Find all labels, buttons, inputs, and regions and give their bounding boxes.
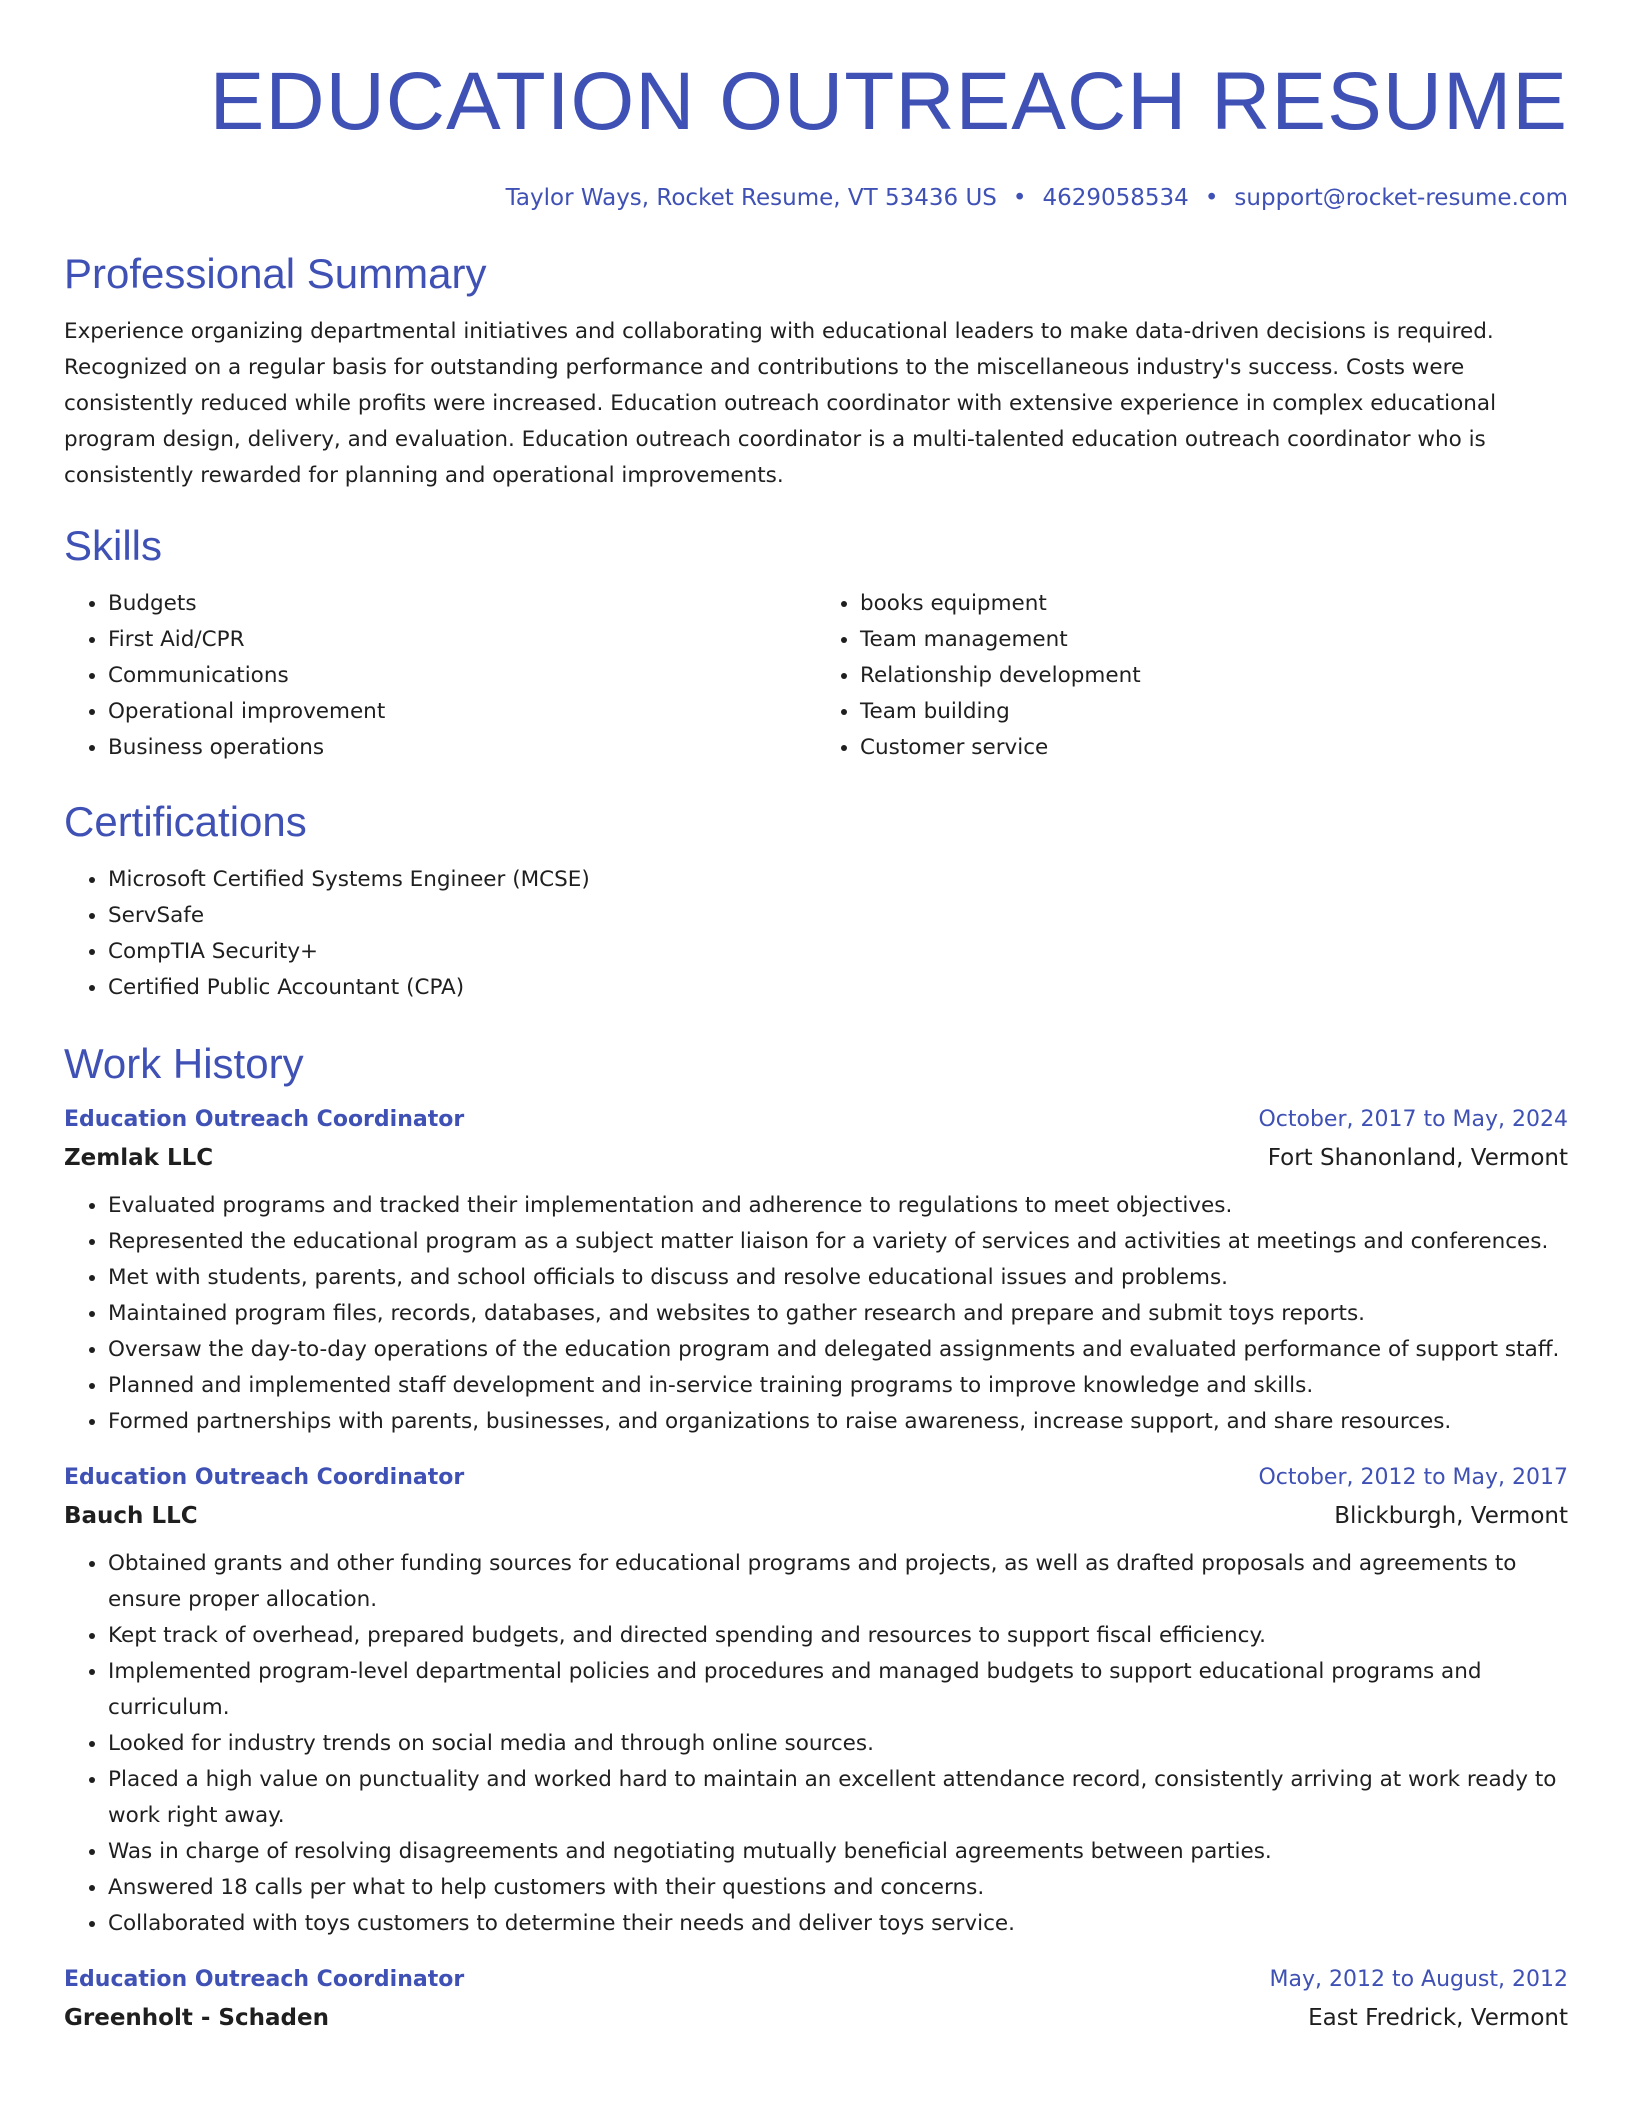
job-bullet: • Represented the educational program as a subject matter liaison for a variety of services and activities at meetings and conferences.: [108, 1224, 1568, 1260]
job-company-row: [64, 1998, 1568, 2038]
job-dates: October, 2012 to May, 2017: [1258, 1465, 1568, 1490]
skills-list-right: [816, 586, 1568, 766]
skills-list-left: [64, 586, 816, 766]
job-location: Blickburgh, Vermont: [1334, 1503, 1568, 1529]
job-bullet: • Answered 18 calls per what to help customers with their questions and concerns.: [108, 1870, 1568, 1906]
skills-columns: [64, 586, 1568, 766]
job-bullet: • Met with students, parents, and school officials to discuss and resolve educational issues and problems.: [108, 1260, 1568, 1296]
certification-item: • Certified Public Accountant (CPA): [108, 970, 1568, 1006]
job-header-row: [64, 1102, 1568, 1138]
job-bullet: • Oversaw the day-to-day operations of the education program and delegated assignments and evaluated performance of support staff.: [108, 1332, 1568, 1368]
contact-line: [64, 182, 1568, 214]
job-bullet: • Kept track of overhead, prepared budgets, and directed spending and resources to support fiscal efficiency.: [108, 1618, 1568, 1654]
skill-item: • Business operations: [108, 730, 816, 766]
job-bullet: • Implemented program-level departmental policies and procedures and managed budgets to support educational programs and curriculum.: [108, 1654, 1568, 1726]
job-header-row: [64, 1962, 1568, 1998]
skill-item: • Team management: [860, 622, 1568, 658]
contact-address: Taylor Ways, Rocket Resume, VT 53436 US: [505, 185, 997, 211]
job-bullet: • Planned and implemented staff development and in-service training programs to improve knowledge and skills.: [108, 1368, 1568, 1404]
job-company: Greenholt - Schaden: [64, 2005, 329, 2031]
job-header-row: [64, 1460, 1568, 1496]
certifications-list: [64, 862, 1568, 1006]
job-title: Education Outreach Coordinator: [64, 1465, 465, 1490]
certification-item: • ServSafe: [108, 898, 1568, 934]
job-location: Fort Shanonland, Vermont: [1267, 1145, 1568, 1171]
job-location: East Fredrick, Vermont: [1308, 2005, 1568, 2031]
certification-item: • Microsoft Certified Systems Engineer (MCSE): [108, 862, 1568, 898]
job-entry: [64, 1460, 1568, 1942]
contact-phone: 4629058534: [1042, 185, 1189, 211]
skill-item: • Communications: [108, 658, 816, 694]
summary-text: Experience organizing departmental initiatives and collaborating with educational leaders to make data-driven decisions is required. Recognized on a regular basis for outstanding performance and contributions to the miscellaneous industry's success. Costs were consistently reduced while profits were increased. Education outreach coordinator with extensive experience in complex educational program design, delivery, and evaluation. Education outreach coordinator is a multi-talented education outreach coordinator who is consistently rewarded for planning and operational improvements.: [64, 319, 1497, 488]
job-bullets: [64, 1188, 1568, 1440]
job-bullet: • Maintained program files, records, databases, and websites to gather research and prepare and submit toys reports.: [108, 1296, 1568, 1332]
skill-item: • Operational improvement: [108, 694, 816, 730]
job-bullet: • Evaluated programs and tracked their implementation and adherence to regulations to meet objectives.: [108, 1188, 1568, 1224]
job-company-row: [64, 1138, 1568, 1178]
work-history-heading: Work History: [64, 1040, 304, 1087]
job-company-row: [64, 1496, 1568, 1536]
work-history-list: [64, 1102, 1568, 2038]
job-company: Bauch LLC: [64, 1503, 198, 1529]
summary-heading: Professional Summary: [64, 250, 487, 297]
job-bullet: • Collaborated with toys customers to determine their needs and deliver toys service.: [108, 1906, 1568, 1942]
job-dates: May, 2012 to August, 2012: [1269, 1967, 1568, 1992]
job-company: Zemlak LLC: [64, 1145, 214, 1171]
contact-separator: •: [1204, 185, 1219, 211]
skill-item: • Relationship development: [860, 658, 1568, 694]
skill-item: • Team building: [860, 694, 1568, 730]
certification-item: • CompTIA Security+: [108, 934, 1568, 970]
job-title: Education Outreach Coordinator: [64, 1107, 465, 1132]
job-bullet: • Formed partnerships with parents, businesses, and organizations to raise awareness, increase support, and share resources.: [108, 1404, 1568, 1440]
job-entry: [64, 1962, 1568, 2038]
skill-item: • First Aid/CPR: [108, 622, 816, 658]
resume-page: [64, 0, 1568, 2038]
job-bullet: • Was in charge of resolving disagreements and negotiating mutually beneficial agreements between parties.: [108, 1834, 1568, 1870]
job-dates: October, 2017 to May, 2024: [1258, 1107, 1568, 1132]
job-bullet: • Looked for industry trends on social media and through online sources.: [108, 1726, 1568, 1762]
certifications-heading: Certifications: [64, 798, 307, 845]
job-entry: [64, 1102, 1568, 1440]
contact-separator: •: [1012, 185, 1027, 211]
job-bullets: [64, 1546, 1568, 1942]
skill-item: • Budgets: [108, 586, 816, 622]
resume-title: EDUCATION OUTREACH RESUME: [209, 56, 1568, 147]
job-bullet: • Obtained grants and other funding sources for educational programs and projects, as well as drafted proposals and agreements to ensure proper allocation.: [108, 1546, 1568, 1618]
skill-item: • books equipment: [860, 586, 1568, 622]
contact-email[interactable]: support@rocket-resume.com: [1234, 185, 1568, 211]
skills-heading: Skills: [64, 522, 163, 569]
job-bullet: • Placed a high value on punctuality and worked hard to maintain an excellent attendance record, consistently arriving at work ready to work right away.: [108, 1762, 1568, 1834]
job-title: Education Outreach Coordinator: [64, 1967, 465, 1992]
skill-item: • Customer service: [860, 730, 1568, 766]
